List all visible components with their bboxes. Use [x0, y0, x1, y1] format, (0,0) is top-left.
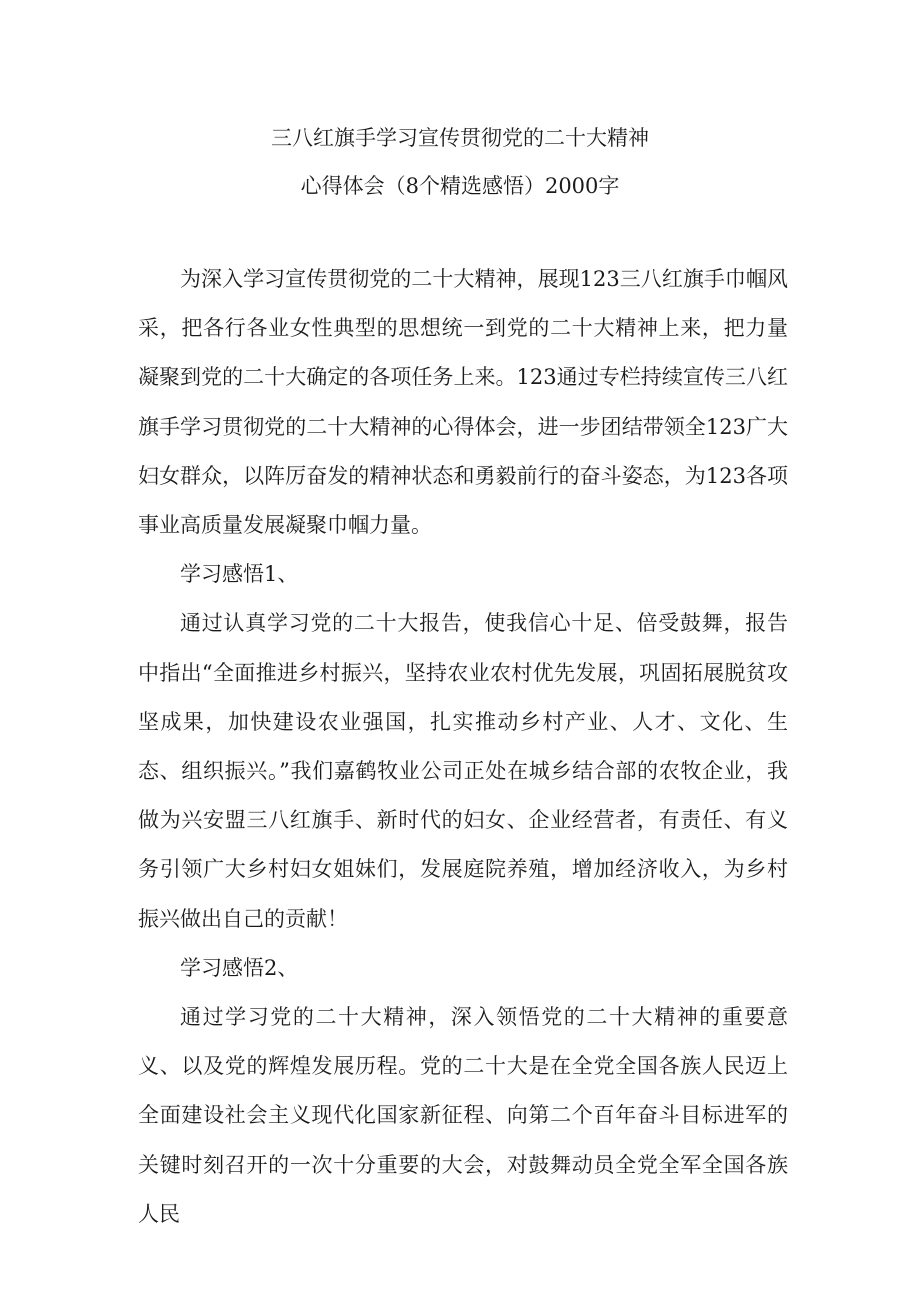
document-title-line-1: 三八红旗手学习宣传贯彻党的二十大精神 — [271, 126, 649, 150]
document-body — [138, 255, 788, 1239]
intro-paragraph: 为深入学习宣传贯彻党的二十大精神，展现123三八红旗手巾帼风采，把各行各业女性典型的思想统一到党的二十大精神上来，把力量凝聚到党的二十大确定的各项任务上来。123通过专栏持续宣传三八红旗手学习贯彻党的二十大精神的心得体会，进一步团结带领全123广大妇女群众，以阵厉奋发的精神状态和勇毅前行的奋斗姿态，为123各项事业高质量发展凝聚巾帼力量。 — [138, 267, 788, 538]
section-heading-1: 学习感悟1、 — [180, 562, 299, 587]
section-paragraph-2: 通过学习党的二十大精神，深入领悟党的二十大精神的重要意义、以及党的辉煌发展历程。党的二十大是在全党全国各族人民迈上全面建设社会主义现代化国家新征程、向第二个百年奋斗目标进军的关键时刻召开的一次十分重要的大会，对鼓舞动员全党全军全国各族人民 — [138, 1005, 788, 1226]
section-paragraph-1: 通过认真学习党的二十大报告，使我信心十足、倍受鼓舞，报告中指出“全面推进乡村振兴，坚持农业农村优先发展，巩固拓展脱贫攻坚成果，加快建设农业强国，扎实推动乡村产业、人才、文化、生态、组织振兴。”我们嘉鹤牧业公司正处在城乡结合部的农牧企业，我做为兴安盟三八红旗手、新时代的妇女、企业经营者，有责任、有义务引领广大乡村妇女姐妹们，发展庭院养殖，增加经济收入，为乡村振兴做出自己的贡献！ — [138, 611, 788, 931]
document-title-line-2: 心得体会（8个精选感悟）2000字 — [300, 174, 620, 198]
section-heading-2: 学习感悟2、 — [180, 955, 299, 980]
